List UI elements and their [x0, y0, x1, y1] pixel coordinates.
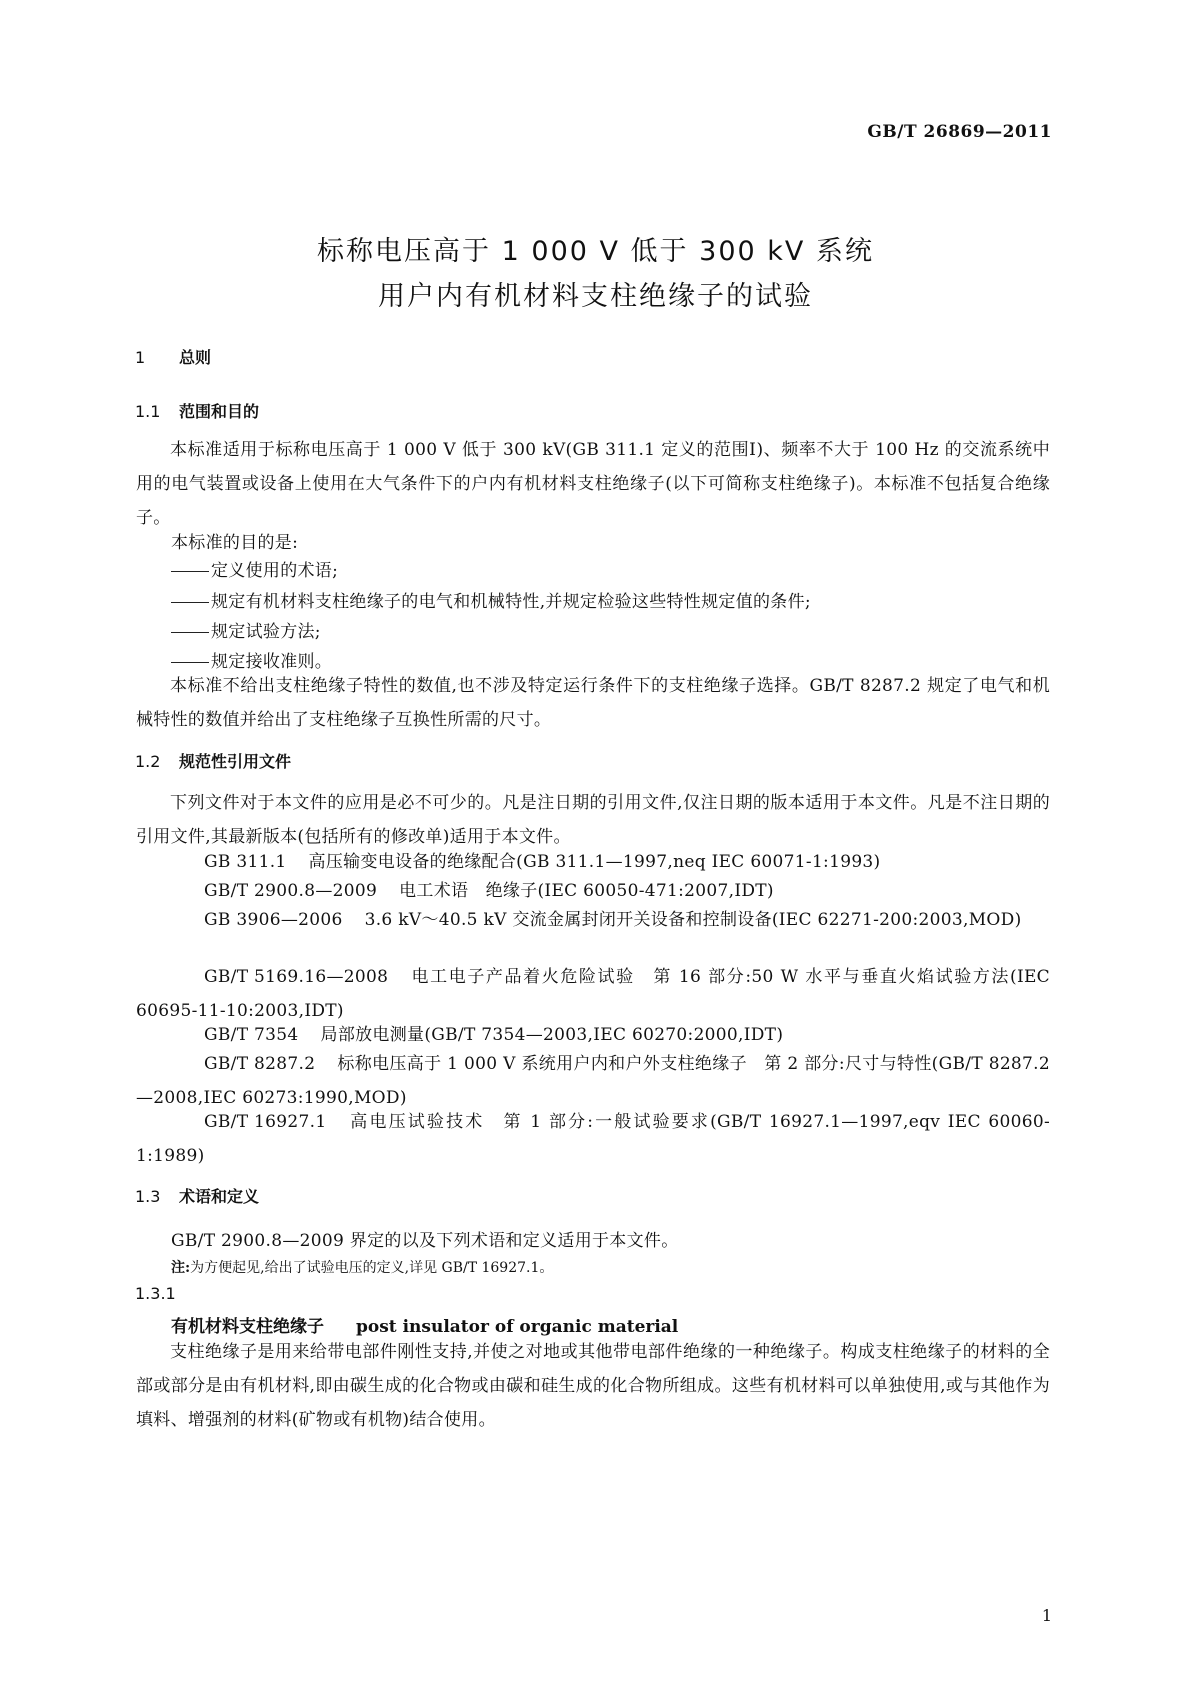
reference-code: GB/T 7354 — [204, 1025, 299, 1045]
note — [171, 1257, 553, 1277]
reference-title: 电工术语 绝缘子(IEC 60050-471:2007,IDT) — [399, 881, 774, 901]
section-1-2-heading — [135, 749, 291, 772]
dash-item-text: 规定有机材料支柱绝缘子的电气和机械特性,并规定检验这些特性规定值的条件; — [211, 592, 811, 612]
term-heading — [171, 1312, 678, 1337]
reference-item — [136, 903, 1050, 937]
reference-title: 高电压试验技术 第 1 部分:一般试验要求(GB/T 16927.1—1997,eqv IEC 60060-1:1989) — [136, 1112, 1050, 1166]
reference-code: GB/T 8287.2 — [204, 1054, 316, 1074]
page-number: 1 — [1041, 1606, 1052, 1625]
dash-item — [171, 617, 321, 642]
dash-item-text: 规定试验方法; — [211, 622, 321, 642]
section-title: 总则 — [179, 348, 212, 367]
reference-title: 3.6 kV～40.5 kV 交流金属封闭开关设备和控制设备(IEC 62271-200:2003,MOD) — [364, 910, 1022, 930]
section-title: 规范性引用文件 — [179, 752, 292, 771]
reference-code: GB 3906—2006 — [204, 910, 343, 930]
term-definition: 支柱绝缘子是用来给带电部件刚性支持,并使之对地或其他带电部件绝缘的一种绝缘子。构成支柱绝缘子的材料的全部或部分是由有机材料,即由碳生成的化合物或由碳和硅生成的化合物所组成。这些有机材料可以单独使用,或与其他作为填料、增强剂的材料(矿物或有机物)结合使用。 — [136, 1342, 1050, 1430]
reference-item — [136, 1105, 1050, 1173]
section-number: 1.3 — [135, 1187, 161, 1206]
reference-title: 标称电压高于 1 000 V 系统用户内和户外支柱绝缘子 第 2 部分:尺寸与特性(GB/T 8287.2—2008,IEC 60273:1990,MOD) — [136, 1054, 1050, 1108]
reference-title: 高压输变电设备的绝缘配合(GB 311.1—1997,neq IEC 60071-1:1993) — [308, 852, 881, 872]
purpose-intro: 本标准的目的是: — [171, 533, 299, 553]
section-1-heading — [135, 345, 211, 368]
terms-intro: GB/T 2900.8—2009 界定的以及下列术语和定义适用于本文件。 — [171, 1231, 679, 1251]
title-line-1: 标称电压高于 1 000 V 低于 300 kV 系统 — [317, 236, 874, 267]
term-english: post insulator of organic material — [356, 1317, 679, 1337]
reference-code: GB/T 2900.8—2009 — [204, 881, 378, 901]
note-text: 为方便起见,给出了试验电压的定义,详见 GB/T 16927.1。 — [190, 1260, 554, 1276]
dash-item-text: 定义使用的术语; — [211, 561, 339, 581]
standard-number: GB/T 26869—2011 — [867, 122, 1052, 142]
title-line-2: 用户内有机材料支柱绝缘子的试验 — [378, 281, 813, 312]
dash-item — [171, 556, 338, 581]
section-1-3-1-heading — [135, 1284, 190, 1303]
section-title: 范围和目的 — [179, 402, 260, 421]
reference-code: GB/T 5169.16—2008 — [204, 967, 389, 987]
scope-note-paragraph: 本标准不给出支柱绝缘子特性的数值,也不涉及特定运行条件下的支柱绝缘子选择。GB/T 8287.2 规定了电气和机械特性的数值并给出了支柱绝缘子互换性所需的尺寸。 — [136, 676, 1050, 730]
reference-code: GB 311.1 — [204, 852, 287, 872]
section-title: 术语和定义 — [179, 1187, 260, 1206]
dash-item-text: 规定接收准则。 — [211, 652, 333, 672]
reference-code: GB/T 16927.1 — [204, 1112, 327, 1132]
note-label: 注: — [171, 1260, 191, 1276]
term-chinese: 有机材料支柱绝缘子 — [171, 1317, 324, 1337]
section-1-3-heading — [135, 1184, 259, 1207]
section-number: 1.2 — [135, 752, 161, 771]
section-1-1-heading — [135, 399, 259, 422]
section-number: 1.1 — [135, 402, 161, 421]
reference-title: 局部放电测量(GB/T 7354—2003,IEC 60270:2000,IDT) — [320, 1025, 784, 1045]
dash-item — [171, 587, 811, 612]
reference-title: 电工电子产品着火危险试验 第 16 部分:50 W 水平与垂直火焰试验方法(IEC 60695-11-10:2003,IDT) — [136, 967, 1050, 1021]
scope-paragraph: 本标准适用于标称电压高于 1 000 V 低于 300 kV(GB 311.1 定义的范围Ⅰ)、频率不大于 100 Hz 的交流系统中用的电气装置或设备上使用在大气条件下的户内有机材料支柱绝缘子(以下可简称支柱绝缘子)。本标准不包括复合绝缘子。 — [136, 440, 1050, 528]
references-intro: 下列文件对于本文件的应用是必不可少的。凡是注日期的引用文件,仅注日期的版本适用于本文件。凡是不注日期的引用文件,其最新版本(包括所有的修改单)适用于本文件。 — [136, 793, 1050, 847]
section-number: 1.3.1 — [135, 1284, 176, 1303]
section-number: 1 — [135, 348, 146, 367]
